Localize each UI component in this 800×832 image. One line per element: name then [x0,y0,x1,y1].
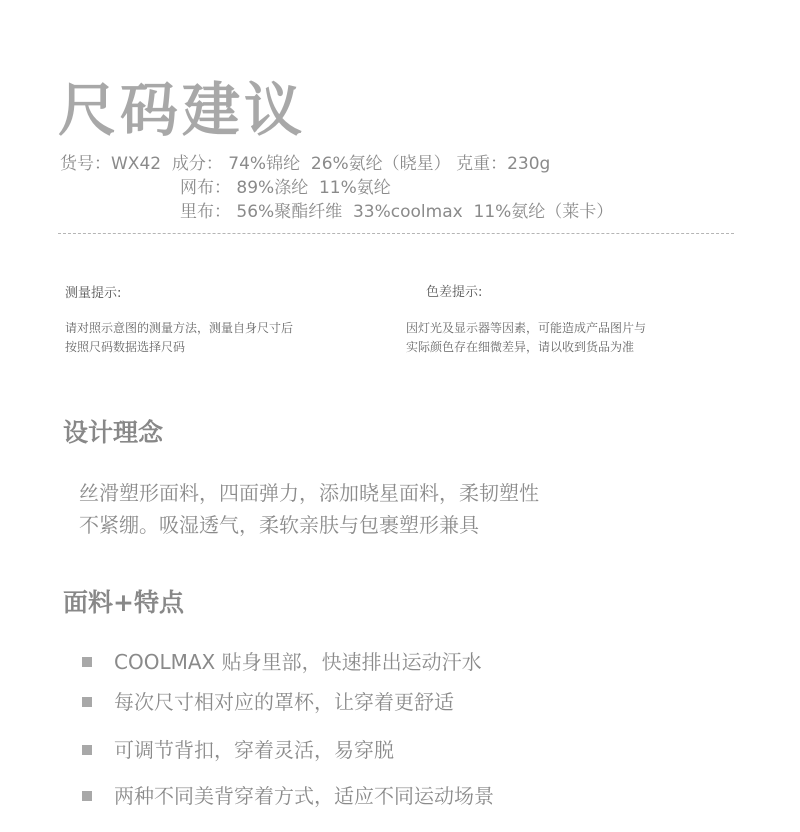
spec-line-lining: 里布： 56%聚酯纤维 33%coolmax 11%氨纶（莱卡） [180,202,614,222]
feature-item [82,648,482,676]
page-title: 尺码建议 [58,76,307,144]
dashed-divider [58,233,734,234]
color-tip-heading: 色差提示: [426,285,483,300]
square-bullet-icon [82,657,92,667]
square-bullet-icon [82,745,92,755]
design-line: 不紧绷。吸湿透气，柔软亲肤与包裹塑形兼具 [79,513,479,537]
measure-tip-text [65,319,375,357]
feature-text: COOLMAX 贴身里部，快速排出运动汗水 [114,650,482,674]
design-heading: 设计理念 [63,418,164,447]
feature-text: 可调节背扣，穿着灵活，易穿脱 [114,738,394,762]
feature-text: 两种不同美背穿着方式，适应不同运动场景 [114,784,494,808]
feature-text: 每次尺寸相对应的罩杯，让穿着更舒适 [114,690,454,714]
spec-line-mesh: 网布： 89%涤纶 11%氨纶 [180,178,391,198]
feature-item [82,782,494,810]
feature-item [82,736,394,764]
measure-tip-line: 按照尺码数据选择尺码 [65,340,186,354]
design-line: 丝滑塑形面料，四面弹力，添加晓星面料，柔韧塑性 [79,481,539,505]
spec-line-composition: 货号：WX42 成分： 74%锦纶 26%氨纶（晓星） 克重：230g [60,154,551,174]
measure-tip-line: 请对照示意图的测量方法，测量自身尺寸后 [65,321,294,335]
color-tip-line: 实际颜色存在细微差异，请以收到货品为准 [406,340,635,354]
design-text [79,477,699,541]
features-heading: 面料+特点 [63,588,184,617]
color-tip-line: 因灯光及显示器等因素，可能造成产品图片与 [406,321,647,335]
square-bullet-icon [82,791,92,801]
color-tip-text [406,319,716,357]
feature-item [82,688,454,716]
measure-tip-heading: 测量提示: [65,286,122,301]
square-bullet-icon [82,697,92,707]
